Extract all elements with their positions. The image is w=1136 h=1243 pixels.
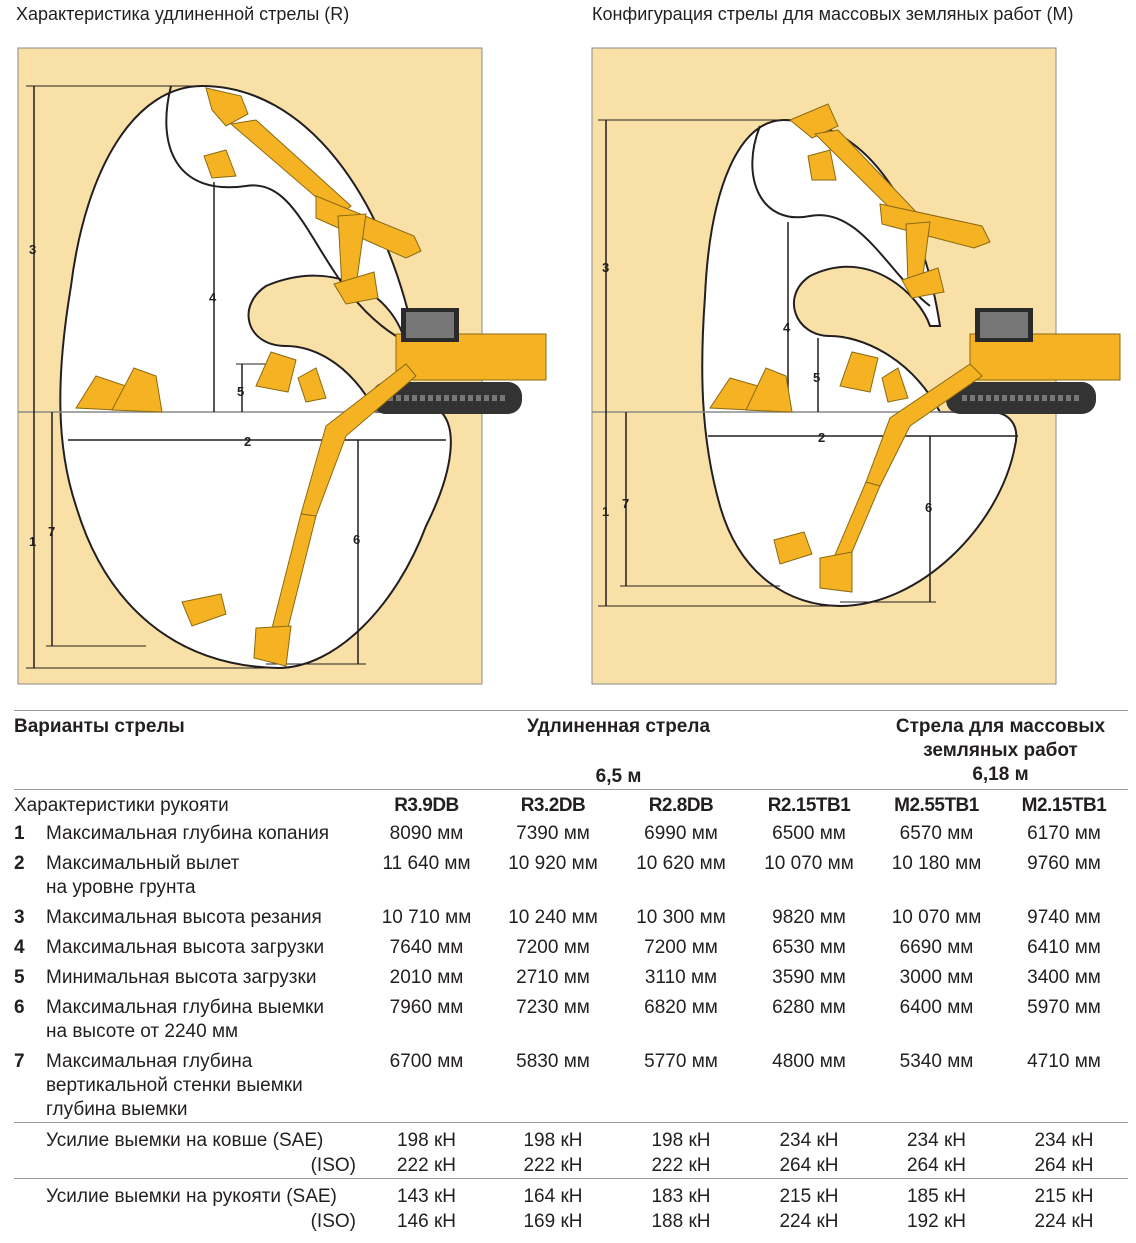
row-label-line: Максимальная высота резания bbox=[46, 907, 322, 928]
dim-6-label: 6 bbox=[925, 500, 933, 515]
row-label-line: глубина выемки bbox=[46, 1099, 188, 1120]
row-value: 9820 мм bbox=[772, 907, 846, 928]
row-value: 7200 мм bbox=[644, 937, 718, 958]
model-m255tb1: M2.55TB1 bbox=[873, 790, 1000, 819]
dim-7-label: 7 bbox=[622, 496, 630, 511]
row-value: 6400 мм bbox=[899, 997, 974, 1018]
row-value: 6530 мм bbox=[772, 937, 846, 958]
row-value: 6690 мм bbox=[899, 937, 974, 958]
row-value: 3110 мм bbox=[644, 967, 718, 988]
dim-7-label: 7 bbox=[48, 524, 56, 539]
force-value: 215 кН bbox=[1000, 1179, 1128, 1210]
force-rows bbox=[14, 1123, 1128, 1235]
row-number: 6 bbox=[14, 997, 25, 1018]
model-r28db: R2.8DB bbox=[617, 790, 745, 819]
row-value: 2010 мм bbox=[389, 967, 464, 988]
force-value: 234 кН bbox=[1000, 1123, 1128, 1154]
row-value: 9760 мм bbox=[1027, 853, 1101, 874]
dim-1-label: 1 bbox=[29, 534, 37, 549]
dim-1-label: 1 bbox=[602, 504, 610, 519]
row-value: 10 070 мм bbox=[764, 853, 854, 874]
row-number-empty bbox=[14, 1153, 46, 1179]
row-value: 10 240 мм bbox=[508, 907, 598, 928]
model-r215tb1: R2.15TB1 bbox=[745, 790, 873, 819]
force-value: 143 кН bbox=[364, 1179, 489, 1210]
force-value: 146 кН bbox=[396, 1211, 456, 1232]
force-label: Усилие выемки на рукояти (SAE) bbox=[46, 1179, 364, 1210]
spec-row-4 bbox=[14, 930, 1128, 960]
force-value: 222 кН bbox=[396, 1155, 456, 1176]
spec-row-5 bbox=[14, 960, 1128, 990]
row-label bbox=[46, 990, 364, 1044]
dim-4-label: 4 bbox=[783, 320, 791, 335]
mass-boom-title: Стрела для массовых земляных работ bbox=[895, 716, 1106, 761]
row-label-line: Максимальная глубина копания bbox=[46, 823, 329, 844]
force-value: 234 кН bbox=[873, 1123, 1000, 1154]
dim-5-label: 5 bbox=[813, 370, 821, 385]
row-label-line: на уровне грунта bbox=[46, 877, 196, 898]
force-label: Усилие выемки на ковше (SAE) bbox=[46, 1123, 364, 1154]
table-header-row bbox=[14, 711, 1128, 790]
model-r39db: R3.9DB bbox=[364, 790, 489, 819]
row-value: 2710 мм bbox=[516, 967, 590, 988]
row-number-empty bbox=[14, 1179, 46, 1210]
row-number: 4 bbox=[14, 937, 25, 958]
force-row-0-sae bbox=[14, 1123, 1128, 1154]
force-value: 215 кН bbox=[745, 1179, 873, 1210]
force-value: 234 кН bbox=[745, 1123, 873, 1154]
row-value: 7200 мм bbox=[516, 937, 590, 958]
left-diagram-title: Характеристика удлиненной стрелы (R) bbox=[16, 4, 350, 24]
row-label bbox=[46, 818, 364, 846]
long-boom-size: 6,5 м bbox=[595, 766, 642, 787]
row-label bbox=[46, 846, 364, 900]
force-iso-label: (ISO) bbox=[310, 1155, 356, 1176]
row-value: 4800 мм bbox=[772, 1051, 846, 1072]
row-number-empty bbox=[14, 1123, 46, 1154]
spec-row-7 bbox=[14, 1044, 1128, 1123]
row-value: 10 920 мм bbox=[508, 853, 598, 874]
spec-row-1 bbox=[14, 818, 1128, 846]
dim-5-label: 5 bbox=[237, 384, 245, 399]
force-value: 264 кН bbox=[1034, 1155, 1094, 1176]
row-value: 10 180 мм bbox=[891, 853, 982, 874]
row-value: 10 300 мм bbox=[636, 907, 726, 928]
row-label bbox=[46, 1044, 364, 1123]
row-label bbox=[46, 960, 364, 990]
model-r32db: R3.2DB bbox=[489, 790, 617, 819]
force-value: 198 кН bbox=[617, 1123, 745, 1154]
long-boom-group bbox=[364, 711, 873, 790]
row-number: 2 bbox=[14, 853, 25, 874]
spec-row-6 bbox=[14, 990, 1128, 1044]
force-value: 264 кН bbox=[779, 1155, 839, 1176]
mass-boom-size: 6,18 м bbox=[972, 764, 1029, 785]
force-row-1-sae bbox=[14, 1179, 1128, 1210]
row-label-line: Минимальная высота загрузки bbox=[46, 967, 317, 988]
row-value: 7390 мм bbox=[516, 823, 590, 844]
row-value: 6170 мм bbox=[1027, 823, 1101, 844]
dim-3-label: 3 bbox=[602, 260, 610, 275]
spec-row-2 bbox=[14, 846, 1128, 900]
dim-4-label: 4 bbox=[209, 290, 217, 305]
row-value: 6700 мм bbox=[389, 1051, 464, 1072]
dim-3-label: 3 bbox=[29, 242, 37, 257]
row-value: 7960 мм bbox=[389, 997, 464, 1018]
row-label-line: Максимальная высота загрузки bbox=[46, 937, 325, 958]
spec-row-3 bbox=[14, 900, 1128, 930]
dim-2-label: 2 bbox=[244, 434, 252, 449]
long-boom-title: Удлиненная стрела bbox=[526, 716, 711, 737]
row-value: 10 070 мм bbox=[891, 907, 982, 928]
stick-label: Характеристики рукояти bbox=[14, 790, 364, 819]
force-value: 198 кН bbox=[364, 1123, 489, 1154]
row-value: 6820 мм bbox=[644, 997, 718, 1018]
row-value: 6410 мм bbox=[1027, 937, 1101, 958]
row-value: 5830 мм bbox=[516, 1051, 590, 1072]
row-value: 6500 мм bbox=[772, 823, 846, 844]
row-label-line: вертикальной стенки выемки bbox=[46, 1075, 303, 1096]
row-value: 5340 мм bbox=[899, 1051, 974, 1072]
force-value: 192 кН bbox=[906, 1211, 966, 1232]
row-value: 8090 мм bbox=[389, 823, 464, 844]
force-iso-label: (ISO) bbox=[310, 1211, 356, 1232]
force-value: 264 кН bbox=[906, 1155, 966, 1176]
boom-variants-label: Варианты стрелы bbox=[14, 716, 185, 737]
dim-6-label: 6 bbox=[353, 532, 361, 547]
force-value: 169 кН bbox=[523, 1211, 583, 1232]
mass-boom-diagram bbox=[590, 46, 1125, 688]
boom-spec-table bbox=[14, 710, 1128, 1234]
row-value: 5970 мм bbox=[1027, 997, 1101, 1018]
row-value: 10 620 мм bbox=[636, 853, 726, 874]
row-value: 7230 мм bbox=[516, 997, 590, 1018]
row-number: 5 bbox=[14, 967, 25, 988]
row-value: 4710 мм bbox=[1027, 1051, 1101, 1072]
long-boom-diagram bbox=[16, 46, 551, 688]
row-value: 6280 мм bbox=[772, 997, 846, 1018]
row-label-line: Максимальный вылет bbox=[46, 853, 240, 874]
row-label-line: Максимальная глубина выемки bbox=[46, 997, 324, 1018]
row-number: 1 bbox=[14, 823, 25, 844]
force-value: 222 кН bbox=[651, 1155, 711, 1176]
row-value: 6990 мм bbox=[644, 823, 718, 844]
force-value: 198 кН bbox=[489, 1123, 617, 1154]
force-value: 164 кН bbox=[489, 1179, 617, 1210]
row-number: 7 bbox=[14, 1051, 25, 1072]
row-label-line: Максимальная глубина bbox=[46, 1051, 253, 1072]
force-value: 183 кН bbox=[617, 1179, 745, 1210]
row-value: 11 640 мм bbox=[382, 853, 471, 874]
row-value: 5770 мм bbox=[644, 1051, 718, 1072]
stick-row bbox=[14, 790, 1128, 819]
force-row-0-iso bbox=[14, 1153, 1128, 1179]
row-value: 6570 мм bbox=[899, 823, 974, 844]
row-number: 3 bbox=[14, 907, 25, 928]
row-number-empty bbox=[14, 1209, 46, 1234]
force-value: 188 кН bbox=[651, 1211, 711, 1232]
row-label-line: на высоте от 2240 мм bbox=[46, 1021, 239, 1042]
right-diagram-title: Конфигурация стрелы для массовых земляных работ (M) bbox=[592, 4, 1074, 24]
mass-boom-group bbox=[873, 711, 1128, 790]
row-value: 9740 мм bbox=[1027, 907, 1101, 928]
row-value: 7640 мм bbox=[389, 937, 464, 958]
force-value: 222 кН bbox=[523, 1155, 583, 1176]
row-value: 3400 мм bbox=[1027, 967, 1101, 988]
row-value: 3590 мм bbox=[772, 967, 846, 988]
force-row-1-iso bbox=[14, 1209, 1128, 1234]
force-value: 224 кН bbox=[1034, 1211, 1094, 1232]
model-m215tb1: M2.15TB1 bbox=[1000, 790, 1128, 819]
row-label bbox=[46, 900, 364, 930]
dim-2-label: 2 bbox=[818, 430, 826, 445]
row-value: 3000 мм bbox=[899, 967, 974, 988]
row-label bbox=[46, 930, 364, 960]
row-value: 10 710 мм bbox=[381, 907, 472, 928]
force-value: 185 кН bbox=[873, 1179, 1000, 1210]
spec-rows bbox=[14, 818, 1128, 1123]
force-value: 224 кН bbox=[779, 1211, 839, 1232]
